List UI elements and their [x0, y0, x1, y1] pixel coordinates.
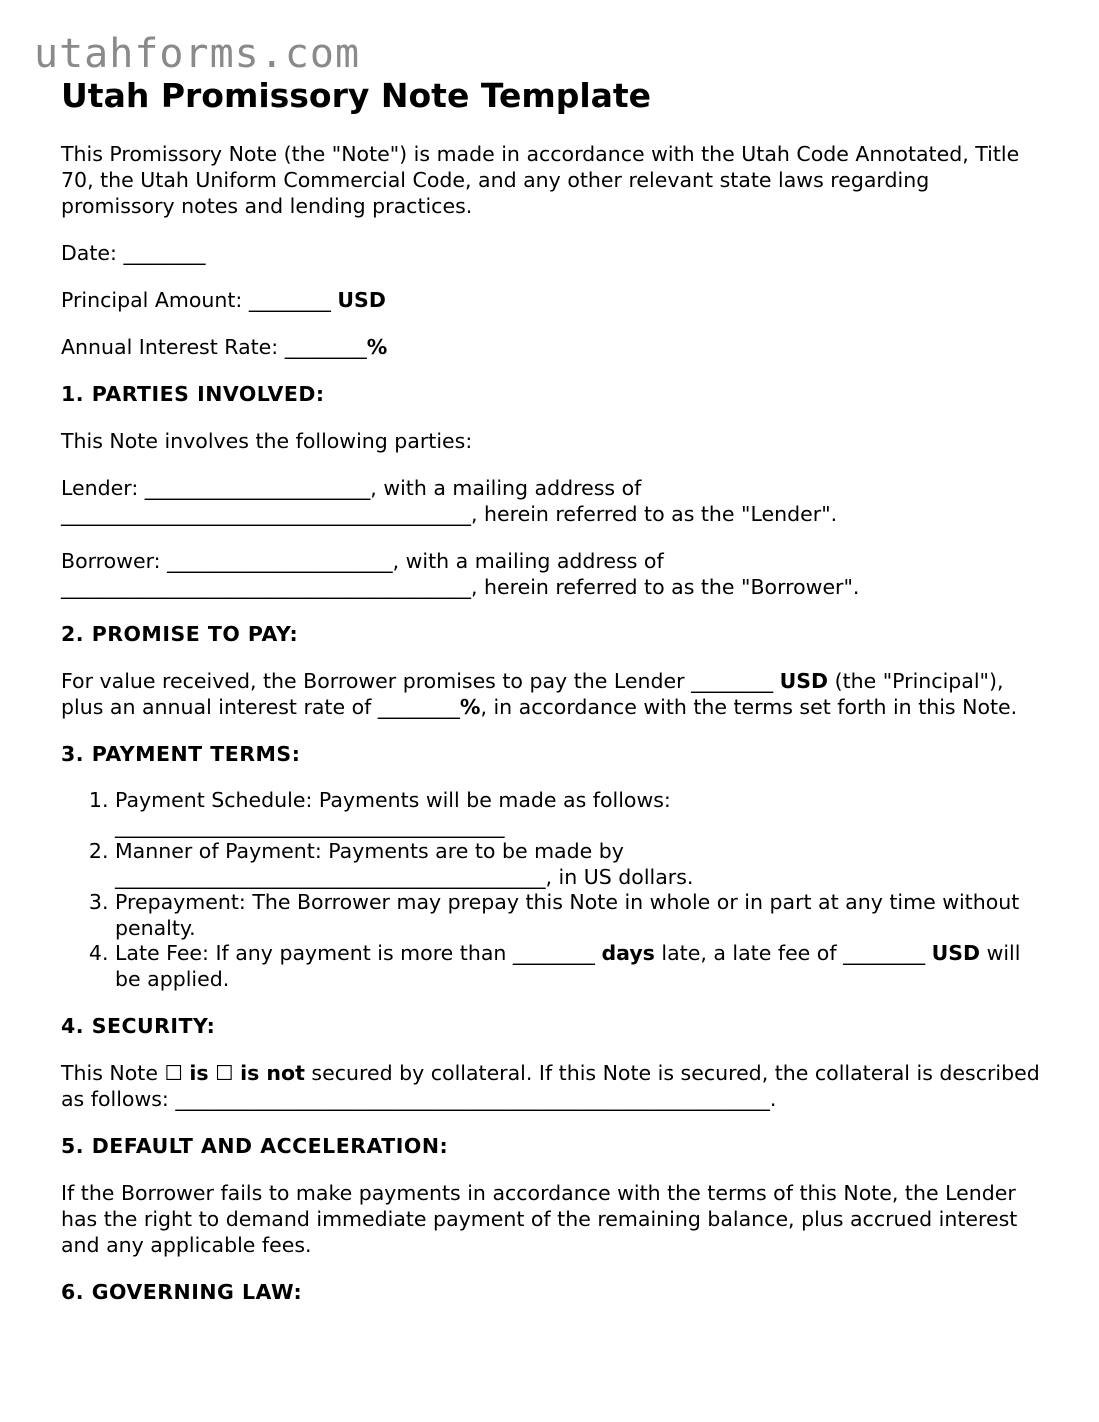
principal-line: [61, 287, 1041, 313]
late-days-label: days: [601, 941, 655, 965]
promise-text-2: (the "Principal"), plus an annual interest rate of: [61, 669, 1004, 719]
late-fee-blank[interactable]: ________: [843, 941, 926, 965]
payment-manner-blank[interactable]: __________________________________________: [115, 864, 546, 889]
late-days-blank[interactable]: ________: [512, 941, 595, 965]
date-label: Date:: [61, 241, 117, 265]
prepayment-text: Prepayment: The Borrower may prepay this Note in whole or in part at any time without penalty.: [115, 890, 1020, 940]
interest-line: [61, 334, 1041, 360]
document-title: Utah Promissory Note Template: [61, 76, 652, 115]
section-3-heading: 3. PAYMENT TERMS:: [61, 742, 301, 766]
security-text-2: secured by collateral. If this Note is secured, the collateral is described as follows:: [61, 1061, 1040, 1111]
section-2-heading: 2. PROMISE TO PAY:: [61, 622, 299, 646]
promise-usd: USD: [779, 669, 829, 693]
late-fee-text-2: late, a late fee of: [654, 941, 844, 965]
site-watermark: utahforms.com: [34, 31, 361, 77]
is-not-checkbox[interactable]: ☐: [215, 1061, 234, 1085]
section-6-heading: 6. GOVERNING LAW:: [61, 1280, 303, 1304]
security-paragraph: [61, 1060, 1041, 1112]
borrower-paragraph: [61, 548, 1041, 600]
principal-label: Principal Amount:: [61, 288, 243, 312]
lender-paragraph: [61, 475, 1041, 527]
default-paragraph: If the Borrower fails to make payments in accordance with the terms of this Note, the Lender has the right to demand immediate payment of the remaining balance, plus accrued interest and any applicable fees.: [61, 1181, 1018, 1257]
security-period: .: [769, 1087, 777, 1111]
borrower-name-blank[interactable]: ______________________: [167, 549, 393, 573]
promise-text-3: , in accordance with the terms set forth in this Note.: [480, 695, 1018, 719]
section-1-heading: 1. PARTIES INVOLVED:: [61, 382, 325, 406]
list-item: [115, 890, 1041, 941]
intro-paragraph: This Promissory Note (the "Note") is made in accordance with the Utah Code Annotated, Title 70, the Utah Uniform Commercial Code, and any other relevant state laws regarding promissory notes and lending practices.: [61, 142, 1020, 218]
borrower-mid-text: , with a mailing address of: [392, 549, 664, 573]
list-item: [115, 839, 1041, 890]
payment-terms-list: [61, 788, 1041, 992]
parties-text: This Note involves the following parties:: [61, 429, 473, 453]
document-page: [61, 76, 1041, 1305]
promise-pct: %: [459, 695, 481, 719]
borrower-label: Borrower:: [61, 549, 161, 573]
promise-paragraph: [61, 668, 1041, 720]
payment-manner-text: Manner of Payment: Payments are to be made by: [115, 839, 624, 863]
list-item: [115, 941, 1041, 992]
promise-text-1: For value received, the Borrower promises to pay the Lender: [61, 669, 692, 693]
payment-manner-tail: , in US dollars.: [545, 864, 694, 889]
interest-blank[interactable]: ________: [284, 335, 367, 359]
collateral-blank[interactable]: __________________________________________________________: [175, 1087, 770, 1111]
date-blank[interactable]: ________: [123, 241, 206, 265]
is-label: is: [189, 1061, 209, 1085]
is-checkbox[interactable]: ☐: [164, 1061, 183, 1085]
date-line: [61, 240, 1041, 266]
section-4-heading: 4. SECURITY:: [61, 1014, 216, 1038]
promise-amount-blank[interactable]: ________: [691, 669, 774, 693]
section-5-heading: 5. DEFAULT AND ACCELERATION:: [61, 1134, 449, 1158]
borrower-tail-text: , herein referred to as the "Borrower".: [471, 575, 860, 599]
lender-name-blank[interactable]: ______________________: [144, 476, 371, 500]
is-not-label: is not: [240, 1061, 305, 1085]
lender-mid-text: , with a mailing address of: [370, 476, 642, 500]
principal-blank[interactable]: ________: [248, 288, 331, 312]
borrower-address-blank[interactable]: ________________________________________: [61, 575, 471, 599]
lender-address-blank[interactable]: ________________________________________: [61, 502, 471, 526]
promise-rate-blank[interactable]: ________: [377, 695, 460, 719]
late-fee-text-1: Late Fee: If any payment is more than: [115, 941, 513, 965]
late-fee-text-3: will be applied.: [115, 941, 1021, 991]
interest-unit: %: [366, 335, 388, 359]
payment-schedule-text: Payment Schedule: Payments will be made as follows:: [115, 788, 671, 812]
lender-tail-text: , herein referred to as the "Lender".: [471, 502, 838, 526]
payment-schedule-blank[interactable]: ______________________________________: [115, 813, 505, 838]
security-text-1: This Note: [61, 1061, 165, 1085]
lender-label: Lender:: [61, 476, 139, 500]
late-fee-usd: USD: [931, 941, 981, 965]
principal-unit: USD: [337, 288, 386, 312]
list-item: [115, 788, 1041, 839]
interest-label: Annual Interest Rate:: [61, 335, 279, 359]
